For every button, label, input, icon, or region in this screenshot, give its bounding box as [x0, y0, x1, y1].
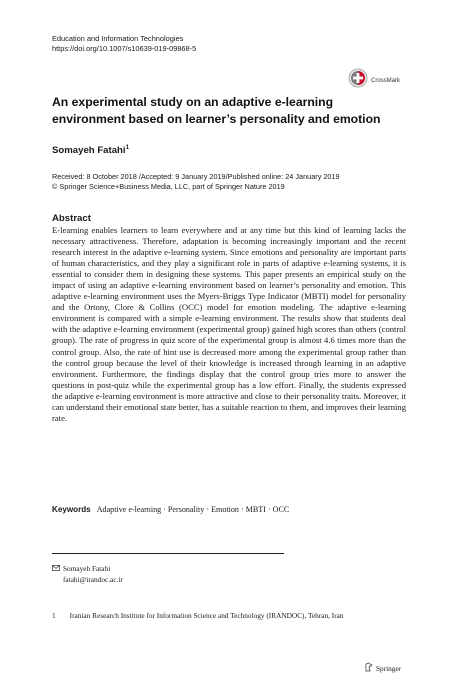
doi-link[interactable]: https://doi.org/10.1007/s10639-019-09868-5	[52, 44, 197, 53]
corresponding-email[interactable]: fatahi@irandoc.ac.ir	[63, 575, 123, 584]
crossmark-label: CrossMark	[371, 77, 401, 84]
publisher-name: Springer	[376, 663, 402, 673]
publication-dates	[52, 172, 412, 192]
envelope-icon	[52, 563, 63, 574]
affiliation-text: Iranian Research Institute for Information Science and Technology (IRANDOC), Tehran, Iran	[69, 611, 344, 620]
keywords	[52, 505, 406, 514]
abstract-text: E-learning enables learners to learn everywhere and at any time but this kind of learning lacks the necessary attractiveness. Therefore, adaptation is becoming increasingly important and the recent research interest in the adaptive e-learning system. Since emotions and personality are important parts of human characteristics, and they play a significant role in parts of adaptive e-learning systems, it is essential to consider them in designing these systems. This paper presents an empirical study on the impact of using an adaptive e-learning environment based on learner’s personality and emotion. This adaptive e-learning environment uses the Myers-Briggs Type Indicator (MBTI) model for personality and the Ortony, Clore & Collins (OCC) model for emotion modeling. The adaptive e-learning environment is compared with a simple e-learning environment. The results show that students deal with the adaptive e-learning environment (experimental group) gained high scores than others (control group). The rate of progress in quiz score of the experimental group is almost 4.6 times more than the control group. Also, the rate of hint use is decreased more among the experimental group rather than the control group because the level of their knowledge is increased through learning in an adaptive environment. Furthermore, the findings display that the control group tries more to answer the questions in post-quiz while the experimental group has a low effort. Finally, the students expressed the adaptive e-learning environment is more attractive and close to their personality traits. Moreover, it can understand their emotional state better, has a suitable reaction to them, and improves their learning rate.	[52, 225, 406, 423]
keywords-list: Adaptive e-learning · Personality · Emotion · MBTI · OCC	[96, 505, 290, 514]
affiliation-marker: 1	[52, 611, 56, 620]
keywords-label: Keywords	[52, 505, 91, 514]
author-name[interactable]: Somayeh Fatahi	[52, 145, 126, 157]
corresponding-author-name: Somayeh Fatahi	[63, 564, 111, 573]
crossmark-icon	[348, 68, 368, 93]
author-line	[52, 145, 129, 156]
springer-horse-icon	[364, 662, 373, 674]
affiliation-footnote	[52, 611, 344, 620]
journal-header	[52, 34, 196, 54]
publisher-logo	[364, 662, 401, 674]
copyright-line: © Springer Science+Business Media, LLC, part of Springer Nature 2019	[52, 182, 285, 191]
correspondence	[52, 563, 123, 585]
author-affiliation-marker: 1	[125, 145, 129, 151]
crossmark-badge[interactable]	[348, 68, 400, 93]
footnote-divider	[52, 553, 284, 554]
journal-name: Education and Information Technologies	[52, 34, 184, 43]
received-line: Received: 8 October 2018 /Accepted: 9 January 2019/Published online: 24 January 2019	[52, 172, 340, 181]
abstract-heading: Abstract	[52, 213, 91, 224]
paper-title: An experimental study on an adaptive e-learning environment based on learner’s personality and emotion	[52, 95, 381, 126]
